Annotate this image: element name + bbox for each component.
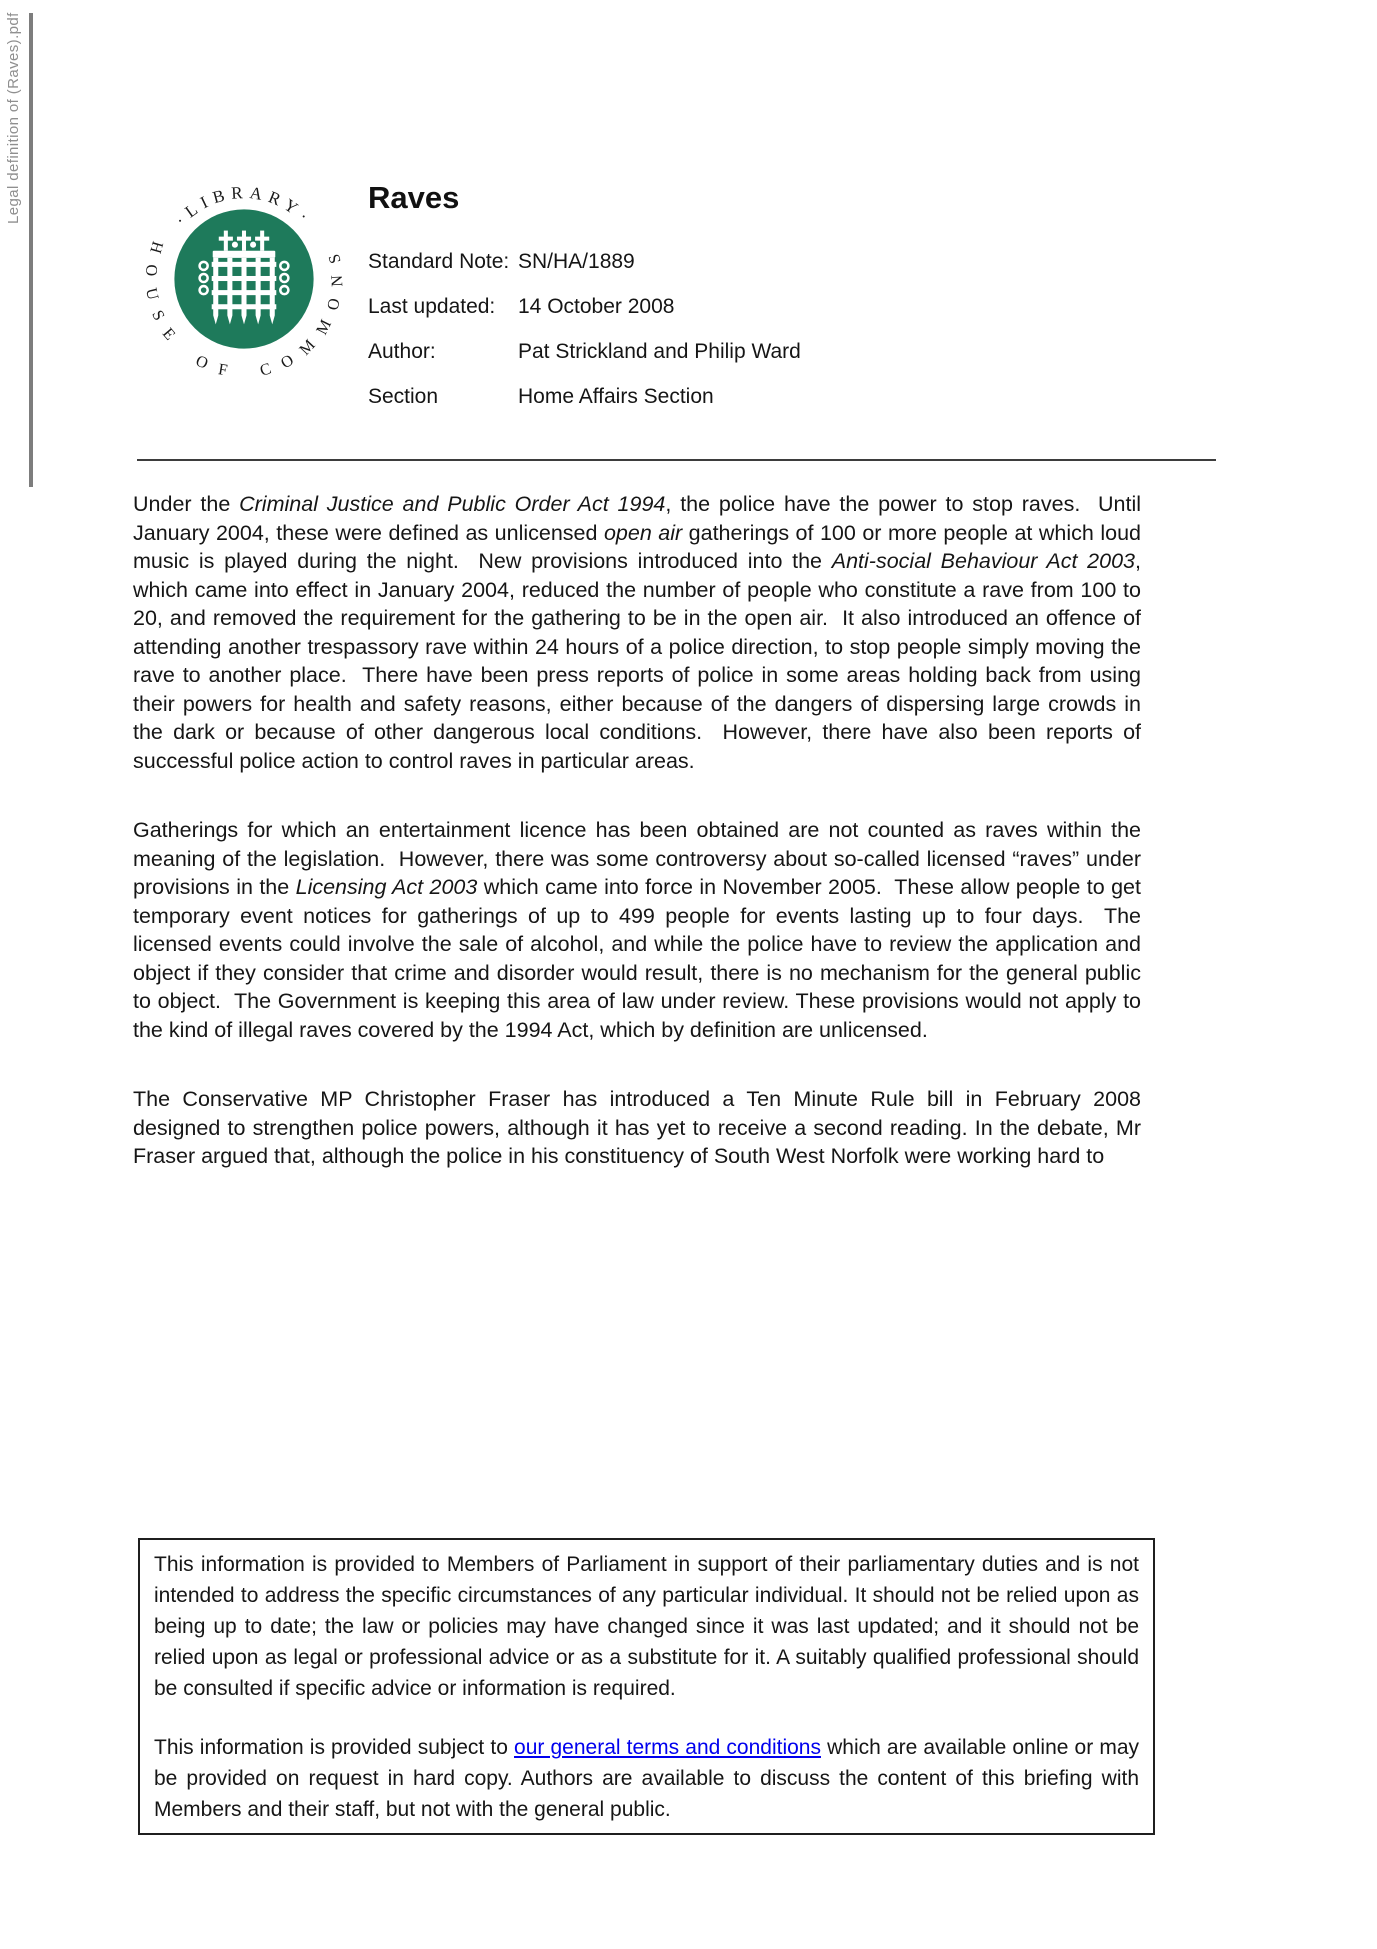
meta-value-last-updated: 14 October 2008 (518, 295, 675, 318)
terms-and-conditions-link[interactable]: our general terms and conditions (514, 1736, 821, 1759)
italic-text: Licensing Act 2003 (295, 875, 478, 899)
meta-label-author: Author: (368, 340, 436, 363)
meta-value-standard-note: SN/HA/1889 (518, 250, 635, 273)
disclaimer-paragraph-2 (154, 1732, 1139, 1825)
vertical-filename-label: Legal definition of (Raves).pdf (5, 12, 22, 224)
italic-text: open air (603, 520, 683, 545)
body-paragraph-2 (133, 816, 1141, 1044)
meta-value-section: Home Affairs Section (518, 385, 714, 408)
meta-row-section (368, 385, 801, 430)
meta-row-last-updated (368, 295, 801, 340)
meta-value-author: Pat Strickland and Philip Ward (518, 340, 801, 363)
meta-row-author (368, 340, 801, 385)
meta-label-last-updated: Last updated: (368, 295, 496, 318)
body-paragraph-1 (133, 490, 1141, 775)
vertical-divider-bar (29, 13, 33, 487)
meta-label-standard-note: Standard Note: (368, 250, 510, 273)
disclaimer-box (138, 1538, 1155, 1835)
text-run: , which came into effect in January 2004, reduced the number of people who constitute a rave from 100 to 20, and removed the requirement for the gathering to be in the open air. It also introduced an offence of attending another trespassory rave within 24 hours of a police direction, to stop people simply moving the rave to another place. There have been press reports of police in some areas holding back from using their powers for health and safety reasons, either because of the dangers of dispersing large crowds in the dark or because of other dangerous local conditions. However, there have also been reports of successful police action to control raves in particular areas. (133, 549, 1141, 773)
text-run: , the police have the power to stop raves. Until January 2004, these were defined as unlicensed (133, 492, 1141, 545)
meta-label-section: Section (368, 385, 439, 408)
text-run: which came into force in November 2005. These allow people to get temporary event notices for gatherings of up to 499 people for events lasting up to four days. The licensed events could involve the sale of alcohol, and while the police have to review the application and object if they consider that crime and disorder would result, there is no mechanism for the general public to object. The Government is keeping this area of law under review. These provisions would not apply to the kind of illegal raves covered by the 1994 Act, which by definition are unlicensed. (133, 875, 1141, 1042)
logo-top-text: ·LIBRARY· (171, 182, 317, 230)
italic-text: Criminal Justice and Public Order Act 1994 (239, 492, 666, 516)
meta-row-standard-note (368, 250, 801, 295)
body-paragraph-3 (133, 1085, 1141, 1171)
document-body (133, 490, 1141, 1171)
document-title: Raves (368, 180, 460, 215)
document-metadata (368, 250, 801, 430)
house-of-commons-library-logo (138, 166, 350, 390)
text-run: which are available online or may be provided on request in hard copy. Authors are available to discuss the content of this briefing with Members and their staff, but not with the general public. (154, 1736, 1139, 1821)
text-run: This information is provided to Members of Parliament in support of their parliamentary duties and is not intended to address the specific circumstances of any particular individual. It should not be relied upon as being up to date; the law or policies may have changed since it was last updated; and it should not be relied upon as legal or professional advice or as a substitute for it. A suitably qualified professional should be consulted if specific advice or information is required. (154, 1553, 1139, 1700)
italic-text: Anti-social Behaviour Act 2003 (831, 549, 1136, 573)
logo-bottom-text: HOUSE OF COMMONS (141, 239, 347, 382)
text-run: gatherings of 100 or more people at which loud music is played during the night. New provisions introduced into the (133, 520, 1141, 573)
text-run: Under the (133, 492, 240, 516)
text-run: This information is provided subject to (154, 1736, 515, 1759)
header-divider-line (137, 459, 1216, 461)
disclaimer-paragraph-1 (154, 1549, 1139, 1704)
text-run: Gatherings for which an entertainment licence has been obtained are not counted as raves within the meaning of the legislation. However, there was some controversy about so-called licensed “raves” under provisions in the (133, 818, 1141, 899)
text-run: The Conservative MP Christopher Fraser has introduced a Ten Minute Rule bill in February 2008 designed to strengthen police powers, although it has yet to receive a second reading. In the debate, Mr Fraser argued that, although the police in his constituency of South West Norfolk were working hard to (133, 1087, 1141, 1168)
